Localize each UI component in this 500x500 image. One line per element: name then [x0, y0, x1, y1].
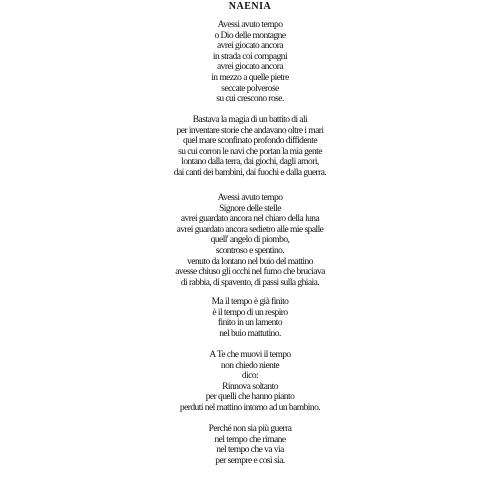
poem-title: NAENIA	[228, 1, 272, 12]
stanza	[0, 297, 500, 339]
poem-line: avrei guardato ancora sedietro alle mie spalle	[176, 224, 324, 235]
poem-line: lontano dalla terra, dai giochi, dagli amori,	[181, 157, 319, 168]
poem-line: Bastava la magia di un battito di ali	[192, 115, 308, 125]
poem-line: Avessi avuto tempo	[217, 193, 283, 203]
poem-line: nel tempo che rimane	[214, 434, 286, 445]
poem-line: per sempre e così sia.	[215, 455, 285, 466]
poem-line: avrei guardato ancora nel chiaro della luna	[180, 214, 320, 225]
poem-line: Ma il tempo è già finito	[211, 297, 289, 307]
poem-line: è il tempo di un respiro	[212, 307, 288, 318]
poem-line: Avessi avuto tempo	[217, 20, 283, 30]
poem-line: finito in un lamento	[217, 318, 283, 329]
poem-line: dico:	[241, 371, 259, 382]
poem-line: A Te che muovi il tempo	[209, 350, 291, 360]
stanza	[0, 115, 500, 179]
poem-line: avrei giocato ancora	[216, 41, 283, 52]
poem-line: Signore delle stelle	[219, 203, 281, 214]
poem-line: Rinnova soltanto	[222, 381, 278, 392]
poem-line: venuto da lontano nel buio del mattino	[187, 256, 313, 267]
poem-line: nel tempo che va via	[216, 445, 284, 456]
poem-line: quel mare sconfinato profondo diffidente	[183, 136, 317, 147]
poem-line: nel buio mattutino.	[219, 328, 281, 339]
stanza	[0, 193, 500, 288]
stanza	[0, 424, 500, 466]
stanza	[0, 20, 500, 105]
poem-line: Perché non sia più guerra	[208, 424, 292, 434]
poem-line: su cui corron le navi che portan la mia gente	[178, 146, 322, 157]
poem-line: o Dio delle montagne	[214, 30, 286, 41]
poem-line: avesse chiuso gli occhi nel fumo che bruciava	[175, 267, 325, 278]
poem-line: per quelli che hanno pianto	[205, 392, 295, 403]
poem-line: scontroso e spentino.	[215, 245, 285, 256]
poem-line: quell' angelo di piombo,	[210, 235, 290, 246]
poem-line: perduti nel mattino intorno ad un bambino.	[179, 402, 321, 413]
poem-line: in mezzo a quelle pietre	[211, 72, 289, 83]
poem-line: seccate polverose	[221, 83, 279, 94]
poem-line: in strada coi compagni	[212, 51, 288, 62]
poem-line: di rabbia, di spavento, di passi sulla ghiaia.	[180, 277, 320, 288]
poem-line: dai canti dei bambini, dai fuochi e dalla guerra.	[173, 167, 327, 178]
poem-line: non chiedo niente	[220, 360, 280, 371]
poem-line: su cui crescono rose.	[216, 94, 284, 105]
poem-line: per inventare storie che andavano oltre i mari	[176, 125, 324, 136]
stanza	[0, 350, 500, 414]
poem-line: avrei giocato ancora	[216, 62, 283, 73]
